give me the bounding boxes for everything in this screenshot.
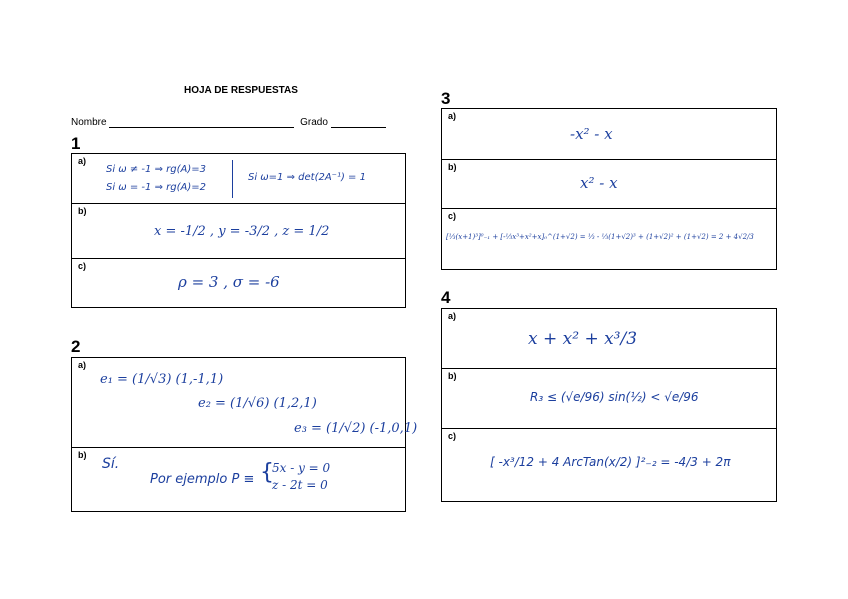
section-3-row-b[interactable]	[442, 160, 776, 209]
answer-3c: [⅓(x+1)³]⁰₋₁ + [-⅓x³+x²+x]₀^(1+√2) = ⅓ - ⅓(1+√2)³ + (1+√2)² + (1+√2) = 2 + 4√2/3	[446, 233, 754, 241]
section-4-row-b[interactable]	[442, 369, 776, 429]
row-label: b)	[448, 371, 457, 381]
name-field[interactable]	[109, 127, 294, 128]
answer-2a-e2: e₂ = (1/√6) (1,2,1)	[198, 396, 317, 411]
answer-1a-line1: Si ω ≠ -1 ⇒ rg(A)=3	[106, 164, 206, 175]
section-3-number: 3	[441, 89, 451, 108]
section-1-row-b[interactable]	[72, 204, 405, 259]
answer-2b-example: Por ejemplo P ≡	[150, 472, 255, 487]
section-2-row-b[interactable]	[72, 448, 405, 511]
row-label: a)	[448, 311, 457, 321]
answer-1c: ρ = 3 , σ = -6	[178, 273, 280, 291]
grade-label: Grado	[300, 117, 328, 128]
section-4-number: 4	[441, 288, 451, 307]
name-label: Nombre	[71, 117, 107, 128]
section-3-box	[441, 108, 777, 270]
section-3-row-c[interactable]	[442, 209, 776, 269]
answer-1a-line2: Si ω = -1 ⇒ rg(A)=2	[106, 182, 206, 193]
row-label: b)	[78, 450, 87, 460]
grade-field[interactable]	[331, 127, 386, 128]
answer-2a-e3: e₃ = (1/√2) (-1,0,1)	[294, 421, 418, 436]
page-title: HOJA DE RESPUESTAS	[184, 85, 298, 96]
section-4-row-a[interactable]	[442, 309, 776, 369]
row-label: a)	[448, 111, 457, 121]
answer-2b-eq1: 5x - y = 0	[272, 461, 331, 475]
answer-3a: -x² - x	[570, 125, 613, 143]
section-1-row-a[interactable]	[72, 154, 405, 204]
section-3-row-a[interactable]	[442, 109, 776, 160]
row-label: c)	[448, 211, 457, 221]
row-label: a)	[78, 156, 87, 166]
answer-2a-e1: e₁ = (1/√3) (1,-1,1)	[100, 372, 224, 387]
section-2-row-a[interactable]	[72, 358, 418, 448]
row-label: c)	[78, 261, 87, 271]
row-label: b)	[78, 206, 87, 216]
section-1-number: 1	[71, 134, 81, 153]
section-2-box	[71, 357, 418, 512]
brace-icon: {	[260, 460, 274, 485]
row-label: b)	[448, 162, 457, 172]
answer-2b-si: Sí.	[102, 456, 120, 472]
answer-divider	[232, 160, 233, 198]
section-4-row-c[interactable]	[442, 429, 776, 501]
row-label: c)	[448, 431, 457, 441]
row-label: a)	[78, 360, 87, 370]
answer-3b: x² - x	[580, 174, 618, 192]
answer-2b-eq2: z - 2t = 0	[272, 478, 328, 492]
section-2-number: 2	[71, 337, 81, 356]
answer-4b: R₃ ≤ (√e/96) sin(½) < √e/96	[530, 390, 699, 404]
section-1-box	[71, 153, 406, 308]
section-4-box	[441, 308, 777, 502]
student-name-row	[71, 117, 386, 128]
section-1-row-c[interactable]	[72, 259, 405, 307]
answer-1a-right: Si ω=1 ⇒ det(2A⁻¹) = 1	[248, 172, 366, 183]
answer-4a: x + x² + x³/3	[528, 329, 638, 349]
answer-4c: [ -x³/12 + 4 ArcTan(x/2) ]²₋₂ = -4/3 + 2π	[490, 455, 731, 469]
answer-1b: x = -1/2 , y = -3/2 , z = 1/2	[154, 224, 330, 239]
